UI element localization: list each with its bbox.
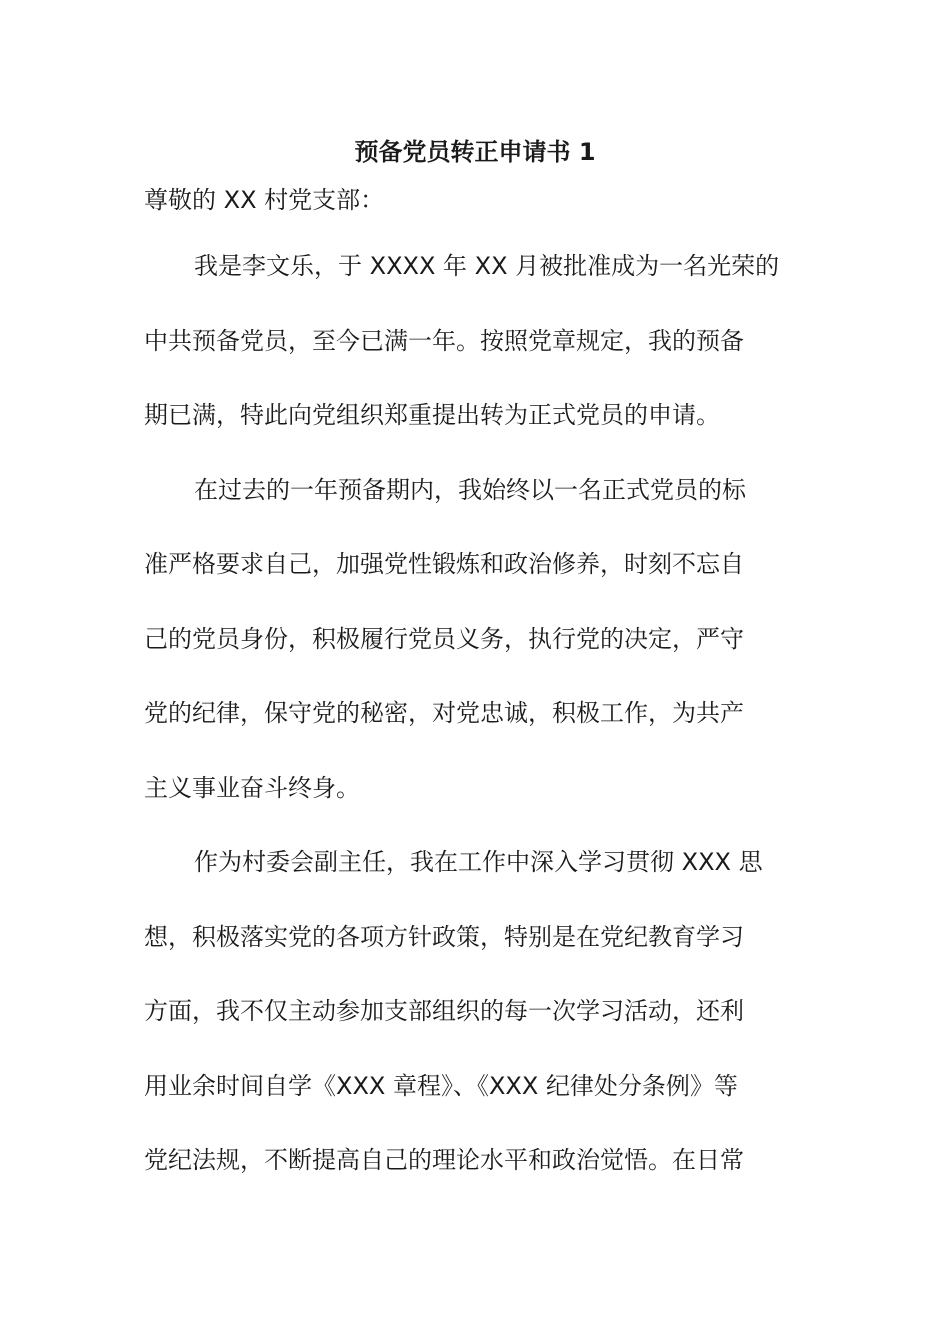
paragraph-3-line-2: 想，积极落实党的各项方针政策，特别是在党纪教育学习 (144, 922, 744, 951)
salutation: 尊敬的 XX 村党支部： (144, 186, 385, 214)
paragraph-2-line-1: 在过去的一年预备期内，我始终以一名正式党员的标 (194, 475, 746, 504)
document-title: 预备党员转正申请书 1 (354, 138, 596, 166)
paragraph-2-line-2: 准严格要求自己，加强党性锻炼和政治修养，时刻不忘自 (144, 550, 744, 578)
paragraph-3-line-1: 作为村委会副主任，我在工作中深入学习贯彻 XXX 思 (194, 848, 763, 876)
paragraph-1-line-3: 期已满，特此向党组织郑重提出转为正式党员的申请。 (144, 401, 720, 429)
paragraph-3-line-3: 方面，我不仅主动参加支部组织的每一次学习活动，还利 (144, 997, 744, 1025)
paragraph-2-line-3: 己的党员身份，积极履行党员义务，执行党的决定，严守 (144, 624, 744, 653)
document-body (144, 229, 814, 1198)
paragraph-1-line-1: 我是李文乐，于 XXXX 年 XX 月被批准成为一名光荣的 (194, 252, 780, 280)
paragraph-3-line-5: 党纪法规，不断提高自己的理论水平和政治觉悟。在日常 (144, 1146, 744, 1174)
paragraph-2-line-5: 主义事业奋斗终身。 (144, 773, 360, 802)
paragraph-2-line-4: 党的纪律，保守党的秘密，对党忠诚，积极工作，为共产 (144, 699, 744, 727)
paragraph-1-line-2: 中共预备党员，至今已满一年。按照党章规定，我的预备 (144, 326, 744, 355)
paragraph-3-line-4: 用业余时间自学《XXX 章程》、《XXX 纪律处分条例》等 (144, 1071, 738, 1100)
